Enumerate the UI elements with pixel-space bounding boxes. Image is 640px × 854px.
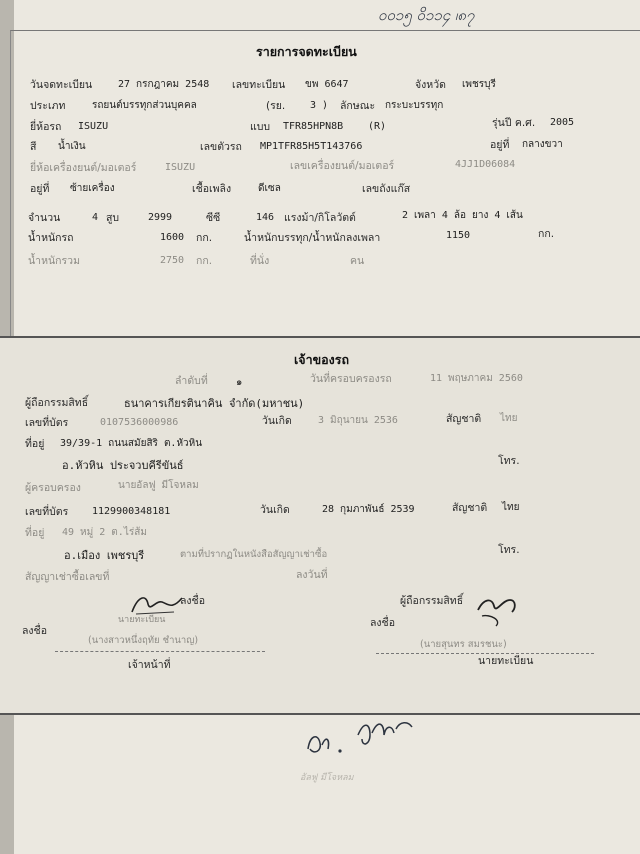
- brand-label: ยี่ห้อรถ: [30, 121, 62, 133]
- contract-date-label: ลงวันที่: [296, 569, 328, 581]
- load-label: น้ำหนักบรรทุก/น้ำหนักลงเพลา: [244, 232, 381, 244]
- registrar-name-line: [376, 653, 594, 654]
- birth1-label: วันเกิด: [262, 415, 292, 427]
- rs-value: 3 ): [310, 100, 329, 111]
- owner-date-value: 11 พฤษภาคม 2560: [430, 373, 523, 384]
- engine-no-value: 4JJ1D06084: [455, 159, 516, 170]
- holder-signature: [472, 590, 522, 630]
- engine-brand-value: ISUZU: [165, 162, 196, 173]
- top-handwritten-note: ၀၀၁၅ ဝိ၁၁၄ ၊၈၇: [378, 6, 475, 24]
- section-title-registration: รายการจดทะเบียน: [256, 44, 357, 59]
- chassis-loc-value: กลางขวา: [522, 139, 563, 150]
- section-title-owner: เจ้าของรถ: [294, 352, 350, 367]
- addr2-line2: อ.เมือง เพชรบุรี: [64, 549, 145, 562]
- possessor-label: ผู้ครอบครอง: [25, 482, 81, 494]
- hp-value: 146: [256, 212, 275, 223]
- engine-no-label: เลขเครื่องยนต์/มอเตอร์: [290, 160, 395, 172]
- fuel-label: เชื้อเพลิง: [192, 183, 232, 195]
- addr1-label: ที่อยู่: [25, 438, 45, 450]
- total-kg: กก.: [196, 255, 213, 267]
- bottom-signature-text: อัลฟู มีโจหลม: [300, 773, 354, 783]
- holder-sign-label: ผู้ถือกรรมสิทธิ์: [400, 595, 464, 607]
- reg-no-value: ขพ 6647: [305, 79, 349, 90]
- total-label: น้ำหนักรวม: [28, 255, 80, 267]
- color-label: สี: [30, 141, 37, 153]
- total-value: 2750: [160, 255, 185, 266]
- cyl-count-value: 4: [92, 212, 99, 223]
- cc-value: 2999: [148, 212, 173, 223]
- reg-no-label: เลขทะเบียน: [232, 79, 286, 91]
- engine-loc-value: ซ้ายเครื่อง: [70, 183, 115, 194]
- type-label: ประเภท: [30, 100, 66, 112]
- load-value: 1150: [446, 230, 471, 241]
- nat2-value: ไทย: [502, 502, 520, 513]
- axles-value: 2 เพลา 4 ล้อ ยาง 4 เส้น: [402, 210, 523, 221]
- province-value: เพชรบุรี: [462, 79, 496, 90]
- model-suffix: (R): [368, 121, 387, 132]
- gas-tank-label: เลขถังแก๊ส: [362, 183, 411, 195]
- officer-title-small: นายทะเบียน: [118, 615, 166, 625]
- color-value: น้ำเงิน: [58, 141, 86, 152]
- card2-label: เลขที่บัตร: [25, 506, 69, 518]
- model-year-value: 2005: [550, 117, 575, 128]
- addr1-value: 39/39-1 ถนนสมัยสิริ ต.หัวหิน: [60, 438, 203, 449]
- model-label: แบบ: [250, 121, 271, 133]
- registrar-sign-label: ลงชื่อ: [370, 617, 395, 629]
- weight-value: 1600: [160, 232, 185, 243]
- fuel-value: ดีเซล: [258, 183, 281, 194]
- cc-label: ซีซี: [206, 212, 221, 224]
- weight-label: น้ำหนักรถ: [28, 232, 74, 244]
- owner-date-label: วันที่ครอบครองรถ: [310, 373, 392, 385]
- province-label: จังหวัด: [415, 79, 446, 91]
- addr2-value: 49 หมู่ 2 ต.ไร่ส้ม: [62, 527, 147, 538]
- chassis-value: MP1TFR85H5T143766: [260, 141, 363, 152]
- addr1-line2: อ.หัวหิน ประจวบคีรีขันธ์: [62, 459, 184, 472]
- brand-value: ISUZU: [78, 121, 109, 132]
- cyl-label: สูบ: [106, 212, 120, 224]
- card1-value: 0107536000986: [100, 417, 179, 428]
- model-value: TFR85HPN8B: [283, 121, 344, 132]
- reg-date-label: วันจดทะเบียน: [30, 79, 93, 91]
- officer-sign-label: ลงชื่อ: [180, 595, 205, 607]
- style-label: ลักษณะ: [340, 100, 376, 112]
- addr2-note: ตามที่ปรากฏในหนังสือสัญญาเช่าซื้อ: [180, 549, 328, 560]
- chassis-label: เลขตัวรถ: [200, 141, 242, 153]
- rs-label: (รย.: [266, 100, 286, 112]
- card1-label: เลขที่บัตร: [25, 417, 69, 429]
- nat1-label: สัญชาติ: [446, 413, 482, 425]
- holder-value: ธนาคารเกียรตินาคิน จำกัด(มหาชน): [124, 397, 305, 410]
- birth2-value: 28 กุมภาพันธ์ 2539: [322, 504, 415, 515]
- seat-label: ที่นั่ง: [250, 255, 270, 267]
- engine-loc-label: อยู่ที่: [30, 183, 50, 195]
- bottom-handwritten-signature: [300, 705, 430, 765]
- birth1-value: 3 มิถุนายน 2536: [318, 415, 398, 426]
- tel1-label: โทร.: [498, 455, 520, 467]
- order-value: ๑: [236, 377, 243, 388]
- registrar-role: นายทะเบียน: [478, 655, 534, 667]
- engine-brand-label: ยี่ห้อเครื่องยนต์/มอเตอร์: [30, 162, 137, 174]
- model-year-label: รุ่นปี ค.ศ.: [492, 117, 536, 129]
- officer-name-line: [55, 651, 265, 652]
- type-value: รถยนต์บรรทุกส่วนบุคคล: [92, 100, 197, 111]
- order-label: ลำดับที่: [175, 375, 208, 387]
- weight-kg: กก.: [196, 232, 213, 244]
- count-label: จำนวน: [28, 212, 61, 224]
- officer-label: ลงชื่อ: [22, 625, 47, 637]
- reg-date-value: 27 กรกฎาคม 2548: [118, 79, 210, 90]
- holder-label: ผู้ถือกรรมสิทธิ์: [25, 397, 89, 409]
- officer-role: เจ้าหน้าที่: [128, 659, 171, 671]
- tel2-label: โทร.: [498, 544, 520, 556]
- person-label: คน: [350, 255, 365, 267]
- owner-section: [0, 336, 640, 715]
- birth2-label: วันเกิด: [260, 504, 290, 516]
- nat2-label: สัญชาติ: [452, 502, 488, 514]
- hp-label: แรงม้า/กิโลวัตต์: [284, 212, 356, 224]
- card2-value: 1129900348181: [92, 506, 171, 517]
- chassis-loc-label: อยู่ที่: [490, 139, 510, 151]
- officer-name: (นางสาวหนึ่งฤทัย ชำนาญ): [88, 635, 199, 646]
- registrar-name: (นายสุนทร สมรชนะ): [420, 639, 507, 650]
- load-kg: กก.: [538, 228, 555, 240]
- possessor-value: นายอัลฟู มีโจหลม: [118, 480, 199, 491]
- style-value: กระบะบรรทุก: [385, 100, 444, 111]
- contract-label: สัญญาเช่าซื้อเลขที่: [25, 571, 110, 583]
- addr2-label: ที่อยู่: [25, 527, 45, 539]
- nat1-value: ไทย: [500, 413, 518, 424]
